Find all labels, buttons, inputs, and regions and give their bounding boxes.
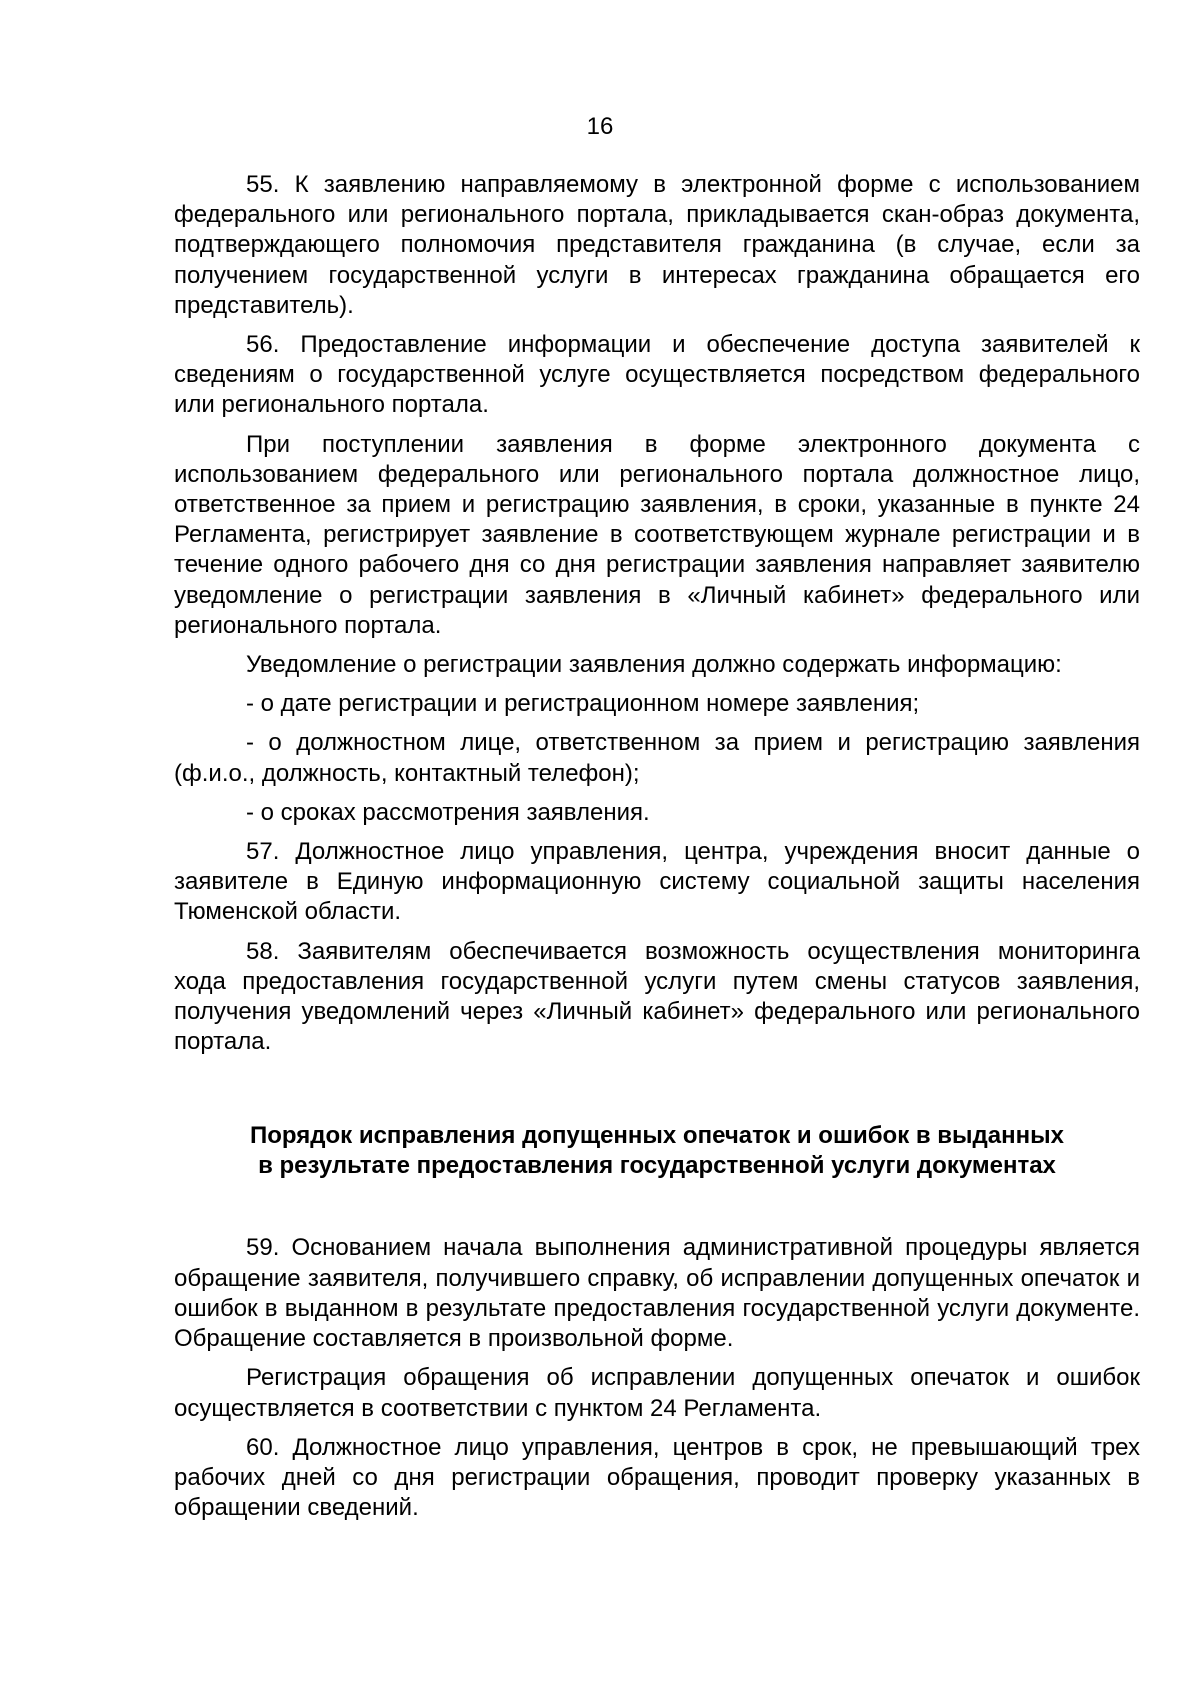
section-heading-line-2: в результате предоставления государственной услуги документах [258, 1152, 1056, 1180]
paragraph-60: 60. Должностное лицо управления, центров в срок, не превышающий трех рабочих дней со дня регистрации обращения, проводит проверку указанных в обращении сведений. [174, 1433, 1140, 1522]
paragraph-notification: Уведомление о регистрации заявления должно содержать информацию: [246, 651, 1062, 679]
section-heading-line-1: Порядок исправления допущенных опечаток и ошибок в выданных [250, 1122, 1064, 1150]
document-body [174, 170, 1140, 1523]
page-number: 16 [586, 113, 614, 140]
list-item-terms: - о сроках рассмотрения заявления. [246, 798, 650, 826]
paragraph-56-registration: При поступлении заявления в форме электронного документа с использованием федерального или регионального портала должностное лицо, ответственное за прием и регистрацию заявления, в сроки, указанные в пункте 24 Регламента, регистрирует заявление в соответствующем журнале регистрации и в течение одного рабочего дня со дня регистрации заявления направляет заявителю уведомление о регистрации заявления в «Личный кабинет» федерального или регионального портала. [174, 430, 1140, 639]
section-heading [174, 1121, 1140, 1181]
paragraph-57: 57. Должностное лицо управления, центра, учреждения вносит данные о заявителе в Единую информационную систему социальной защиты населения Тюменской области. [174, 838, 1140, 926]
paragraph-59: 59. Основанием начала выполнения административной процедуры является обращение заявителя, получившего справку, об исправлении допущенных опечаток и ошибок в выданном в результате предоставления государственной услуги документе. Обращение составляется в произвольной форме. [174, 1234, 1140, 1353]
paragraph-58: 58. Заявителям обеспечивается возможность осуществления мониторинга хода предоставления государственной услуги путем смены статусов заявления, получения уведомлений через «Личный кабинет» федерального или регионального портала. [174, 937, 1140, 1056]
paragraph-56: 56. Предоставление информации и обеспечение доступа заявителей к сведениям о государственной услуге осуществляется посредством федерального или регионального портала. [174, 331, 1140, 419]
list-item-date: - о дате регистрации и регистрационном номере заявления; [246, 690, 920, 718]
paragraph-55: 55. К заявлению направляемому в электронной форме с использованием федерального или регионального портала, прикладывается скан-образ документа, подтверждающего полномочия представителя гражданина (в случае, если за получением государственной услуги в интересах гражданина обращается его представитель). [174, 171, 1140, 319]
paragraph-59-registration: Регистрация обращения об исправлении допущенных опечаток и ошибок осуществляется в соответствии с пунктом 24 Регламента. [174, 1364, 1140, 1422]
list-item-official: - о должностном лице, ответственном за прием и регистрацию заявления (ф.и.о., должность, контактный телефон); [174, 729, 1140, 787]
